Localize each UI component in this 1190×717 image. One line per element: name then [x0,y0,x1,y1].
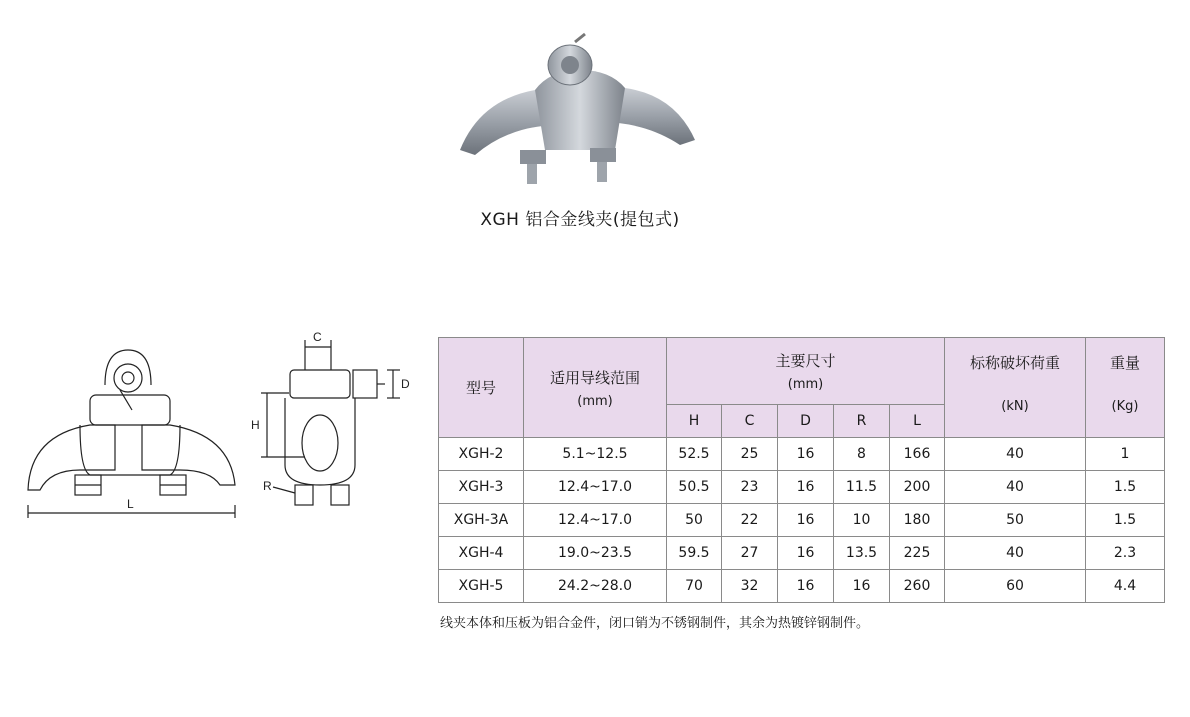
cell-d: 16 [778,537,834,570]
cell-range: 12.4~17.0 [524,504,667,537]
header-conductor-range: 适用导线范围 (mm) [524,338,667,438]
cell-weight: 2.3 [1086,537,1165,570]
cell-range: 24.2~28.0 [524,570,667,603]
side-label-c: C [313,330,322,344]
header-model: 型号 [439,338,524,438]
cell-r: 11.5 [834,471,890,504]
cell-h: 70 [667,570,722,603]
header-weight: 重量 (Kg) [1086,338,1165,438]
cell-r: 16 [834,570,890,603]
header-dim-r: R [834,405,890,438]
cell-r: 8 [834,438,890,471]
cell-weight: 1.5 [1086,471,1165,504]
cell-h: 52.5 [667,438,722,471]
front-view-drawing [20,330,245,520]
cell-h: 50 [667,504,722,537]
table-row [439,438,1165,471]
cell-h: 59.5 [667,537,722,570]
cell-load: 40 [945,471,1086,504]
cell-weight: 1.5 [1086,504,1165,537]
cell-d: 16 [778,570,834,603]
cell-l: 180 [890,504,945,537]
cell-load: 60 [945,570,1086,603]
cell-weight: 4.4 [1086,570,1165,603]
table-row [439,504,1165,537]
product-caption: XGH 铝合金线夹(提包式) [480,210,680,230]
header-dim-l: L [890,405,945,438]
cell-load: 40 [945,438,1086,471]
cell-d: 16 [778,438,834,471]
spec-table [438,337,1165,603]
cell-h: 50.5 [667,471,722,504]
header-dim-c: C [722,405,778,438]
table-row [439,570,1165,603]
cell-c: 32 [722,570,778,603]
cell-weight: 1 [1086,438,1165,471]
table-row [439,471,1165,504]
product-photo [440,30,720,200]
cell-range: 19.0~23.5 [524,537,667,570]
cell-r: 10 [834,504,890,537]
table-row [439,537,1165,570]
side-label-r: R [263,479,272,493]
cell-model: XGH-2 [439,438,524,471]
cell-l: 260 [890,570,945,603]
cell-c: 27 [722,537,778,570]
cell-c: 23 [722,471,778,504]
material-note: 线夹本体和压板为铝合金件，闭口销为不锈钢制件，其余为热镀锌钢制件。 [440,616,870,631]
cell-model: XGH-3 [439,471,524,504]
cell-d: 16 [778,471,834,504]
cell-r: 13.5 [834,537,890,570]
cell-model: XGH-4 [439,537,524,570]
cell-model: XGH-5 [439,570,524,603]
side-label-d: D [401,377,410,391]
cell-l: 166 [890,438,945,471]
cell-model: XGH-3A [439,504,524,537]
cell-load: 50 [945,504,1086,537]
header-main-dims: 主要尺寸 (mm) [667,338,945,405]
cell-c: 25 [722,438,778,471]
front-label-l: L [127,497,134,511]
cell-range: 5.1~12.5 [524,438,667,471]
side-label-h: H [251,418,260,432]
cell-load: 40 [945,537,1086,570]
cell-d: 16 [778,504,834,537]
cell-range: 12.4~17.0 [524,471,667,504]
header-breaking-load: 标称破坏荷重 (kN) [945,338,1086,438]
header-dim-d: D [778,405,834,438]
cell-l: 225 [890,537,945,570]
cell-c: 22 [722,504,778,537]
side-view-drawing [245,325,420,520]
cell-l: 200 [890,471,945,504]
header-dim-h: H [667,405,722,438]
